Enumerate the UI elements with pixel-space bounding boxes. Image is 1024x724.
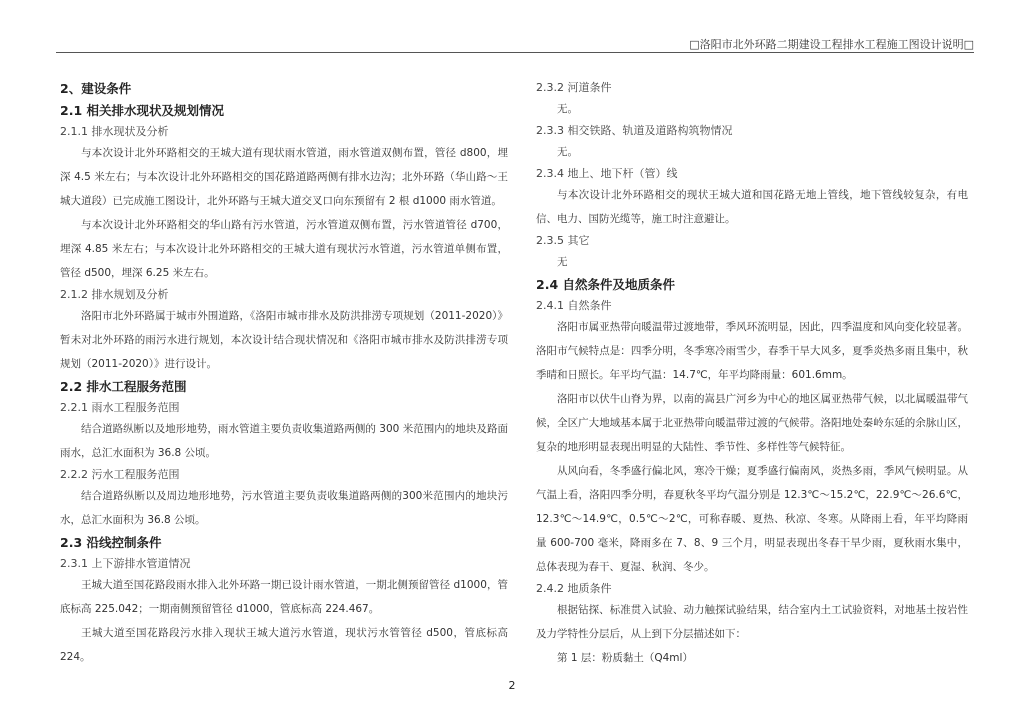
paragraph: 根据钻探、标准贯入试验、动力触探试验结果，结合室内土工试验资料，对地基土按岩性及力学特性分层后，从上到下分层描述如下： [536, 604, 968, 640]
subsection-heading: 2.3.4 地上、地下杆（管）线 [536, 167, 678, 180]
subsection-heading: 2.4.1 自然条件 [536, 299, 612, 312]
subsection-heading: 2.3.5 其它 [536, 234, 590, 247]
paragraph: 无。 [557, 103, 578, 115]
subsection-heading: 2.3.2 河道条件 [536, 81, 612, 94]
subsection-heading: 2.2.1 雨水工程服务范围 [60, 401, 180, 414]
paragraph: 洛阳市属亚热带向暖温带过渡地带，季风环流明显，因此，四季温度和风向变化较显著。洛阳市气候特点是：四季分明，冬季寒冷雨雪少，春季干旱大风多，夏季炎热多雨且集中，秋季晴和日照长。年平均气温：14.7℃，年平均降雨量：601.6mm。 [536, 321, 968, 381]
paragraph: 洛阳市以伏牛山脊为界，以南的嵩县广河乡为中心的地区属亚热带气候，以北属暖温带气候，全区广大地域基本属于北亚热带向暖温带过渡的气候带。洛阳地处秦岭东延的余脉山区，复杂的地形明显表现出明显的大陆性、季节性、多样性等气候特征。 [536, 393, 968, 453]
paragraph: 从风向看，冬季盛行偏北风，寒冷干燥；夏季盛行偏南风，炎热多雨，季风气候明显。从气温上看，洛阳四季分明，春夏秋冬平均气温分别是 12.3℃～15.2℃，22.9℃～26.6℃，12.3℃～14.9℃，0.5℃～2℃，可称春暖、夏热、秋凉、冬寒。从降雨上看，年平均降雨量 600-700 毫米，降雨多在 7、8、9 三个月，明显表现出冬春干旱少雨，夏秋雨水集中，总体表现为春干、夏湿、秋润、冬少。 [536, 465, 968, 573]
subsection-heading: 2.3.1 上下游排水管道情况 [60, 557, 191, 570]
header-rule [56, 52, 974, 53]
section-heading: 2.3 沿线控制条件 [60, 535, 162, 550]
paragraph: 与本次设计北外环路相交的现状王城大道和国花路无地上管线，地下管线较复杂，有电信、电力、国防光缆等，施工时注意避让。 [536, 189, 968, 225]
paragraph: 与本次设计北外环路相交的华山路有污水管道，污水管道双侧布置，污水管道管径 d700，埋深 4.85 米左右；与本次设计北外环路相交的王城大道有现状污水管道，污水管道单侧布置，管径 d500，埋深 6.25 米左右。 [60, 219, 508, 279]
section-heading: 2.2 排水工程服务范围 [60, 379, 187, 394]
page-number: 2 [508, 679, 516, 692]
paragraph: 洛阳市北外环路属于城市外围道路，《洛阳市城市排水及防洪排涝专项规划（2011-2020）》暂未对北外环路的雨污水进行规划，本次设计结合现状情况和《洛阳市城市排水及防洪排涝专项规划（2011-2020）》进行设计。 [60, 310, 508, 370]
paragraph: 王城大道至国花路段雨水排入北外环路一期已设计雨水管道，一期北侧预留管径 d1000，管底标高 225.042；一期南侧预留管径 d1000，管底标高 224.467。 [60, 579, 508, 615]
paragraph: 与本次设计北外环路相交的王城大道有现状雨水管道，雨水管道双侧布置，管径 d800，埋深 4.5 米左右；与本次设计北外环路相交的国花路道路两侧有排水边沟；北外环路（华山路～王城大道段）已完成施工图设计，北外环路与王城大道交叉口向东预留有 2 根 d1000 雨水管道。 [60, 147, 508, 207]
section-heading: 2.1 相关排水现状及规划情况 [60, 103, 224, 118]
subsection-heading: 2.4.2 地质条件 [536, 582, 612, 595]
left-column [60, 78, 508, 669]
paragraph: 结合道路纵断以及周边地形地势，污水管道主要负责收集道路两侧的300米范围内的地块污水，总汇水面积为 36.8 公顷。 [60, 490, 508, 526]
paragraph: 结合道路纵断以及地形地势，雨水管道主要负责收集道路两侧的 300 米范围内的地块及路面雨水，总汇水面积为 36.8 公顷。 [60, 423, 508, 459]
section-heading: 2、建设条件 [60, 81, 132, 96]
subsection-heading: 2.1.1 排水现状及分析 [60, 125, 169, 138]
paragraph: 无。 [557, 146, 578, 158]
paragraph: 无 [557, 256, 568, 268]
subsection-heading: 2.2.2 污水工程服务范围 [60, 468, 180, 481]
paragraph: 王城大道至国花路段污水排入现状王城大道污水管道，现状污水管管径 d500，管底标高 224。 [60, 627, 508, 663]
header-title: □洛阳市北外环路二期建设工程排水工程施工图设计说明□ [689, 38, 974, 51]
section-heading: 2.4 自然条件及地质条件 [536, 277, 675, 292]
right-column [536, 78, 968, 670]
paragraph: 第 1 层：粉质黏土（Q4ml） [557, 652, 693, 664]
subsection-heading: 2.1.2 排水规划及分析 [60, 288, 169, 301]
subsection-heading: 2.3.3 相交铁路、轨道及道路构筑物情况 [536, 124, 733, 137]
